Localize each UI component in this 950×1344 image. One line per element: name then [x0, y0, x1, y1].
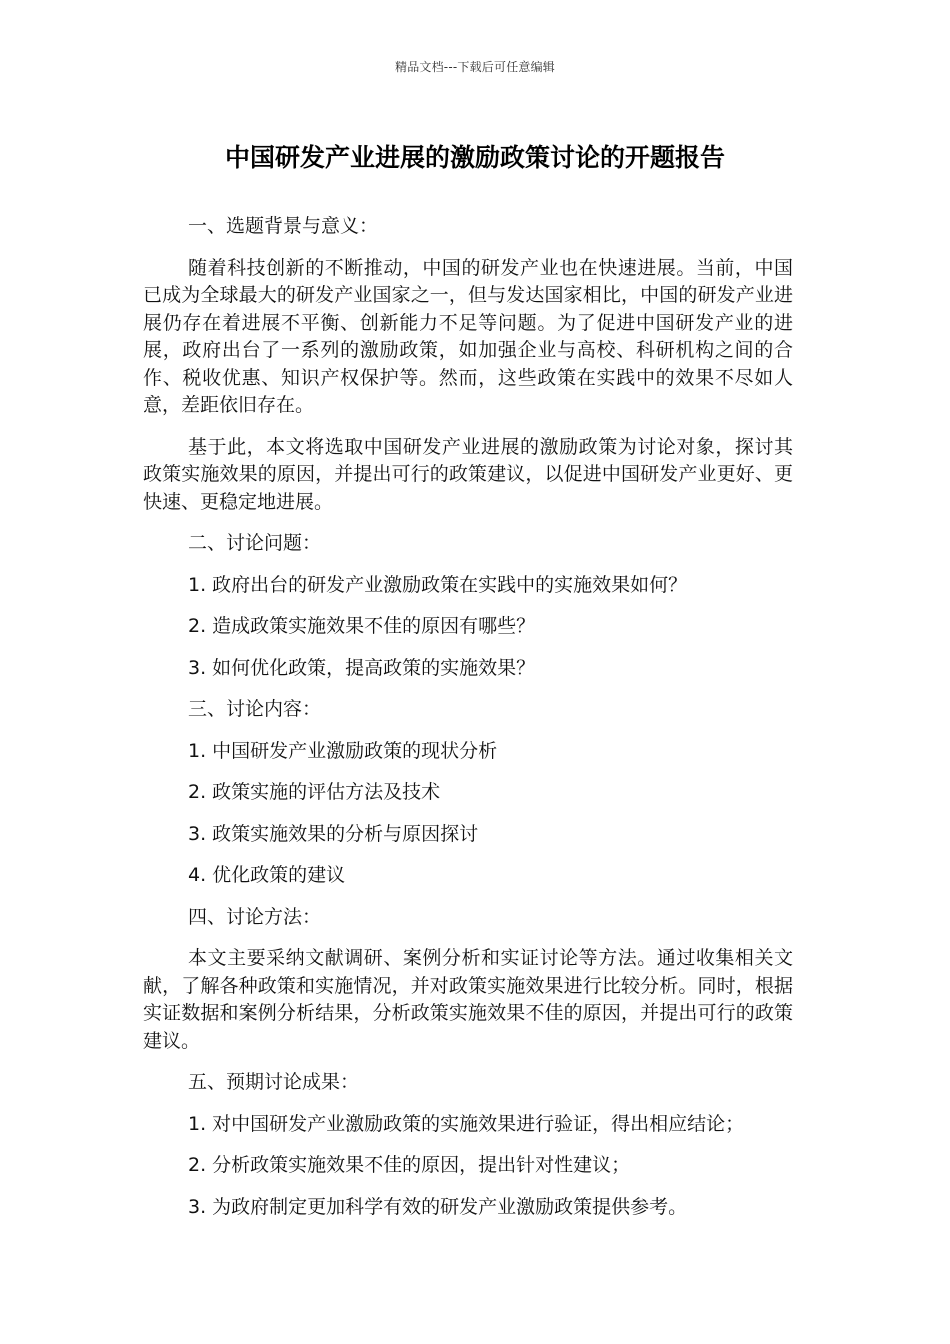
section-heading-questions: 二、讨论问题： [188, 532, 322, 554]
section-heading-background: 一、选题背景与意义： [188, 215, 379, 237]
list-item: 3. 为政府制定更加科学有效的研发产业激励政策提供参考。 [188, 1195, 688, 1218]
list-item: 3. 政策实施效果的分析与原因探讨 [188, 822, 479, 845]
list-item: 1. 政府出台的研发产业激励政策在实践中的实施效果如何？ [188, 573, 688, 596]
list-item: 3. 如何优化政策，提高政策的实施效果？ [188, 656, 536, 679]
section-heading-outcomes: 五、预期讨论成果： [188, 1071, 360, 1093]
header-note: 精品文档---下载后可任意编辑 [395, 60, 555, 74]
document-title: 中国研发产业进展的激励政策讨论的开题报告 [224, 143, 725, 172]
list-item: 2. 分析政策实施效果不佳的原因，提出针对性建议； [188, 1154, 631, 1176]
section-heading-content: 三、讨论内容： [188, 698, 322, 720]
document-body [143, 213, 793, 1235]
list-item: 2. 政策实施的评估方法及技术 [188, 781, 441, 803]
section-heading-methods: 四、讨论方法： [188, 905, 322, 928]
list-item: 2. 造成政策实施效果不佳的原因有哪些？ [188, 615, 536, 637]
list-item: 1. 对中国研发产业激励政策的实施效果进行验证，得出相应结论； [188, 1112, 745, 1135]
paragraph-methods: 本文主要采纳文献调研、案例分析和实证讨论等方法。通过收集相关文献，了解各种政策和实施情况，并对政策实施效果进行比较分析。同时，根据实证数据和案例分析结果，分析政策实施效果不佳的原因，并提出可行的政策建议。 [143, 947, 793, 1052]
list-item: 4. 优化政策的建议 [188, 864, 346, 886]
paragraph-background: 随着科技创新的不断推动，中国的研发产业也在快速进展。当前，中国已成为全球最大的研发产业国家之一，但与发达国家相比，中国的研发产业进展仍存在着进展不平衡、创新能力不足等问题。为了促进中国研发产业的进展，政府出台了一系列的激励政策，如加强企业与高校、科研机构之间的合作、税收优惠、知识产权保护等。然而，这些政策在实践中的效果不尽如人意，差距依旧存在。 [143, 256, 793, 416]
paragraph-purpose: 基于此，本文将选取中国研发产业进展的激励政策为讨论对象，探讨其政策实施效果的原因，并提出可行的政策建议，以促进中国研发产业更好、更快速、更稳定地进展。 [143, 435, 793, 513]
list-item: 1. 中国研发产业激励政策的现状分析 [188, 739, 498, 762]
